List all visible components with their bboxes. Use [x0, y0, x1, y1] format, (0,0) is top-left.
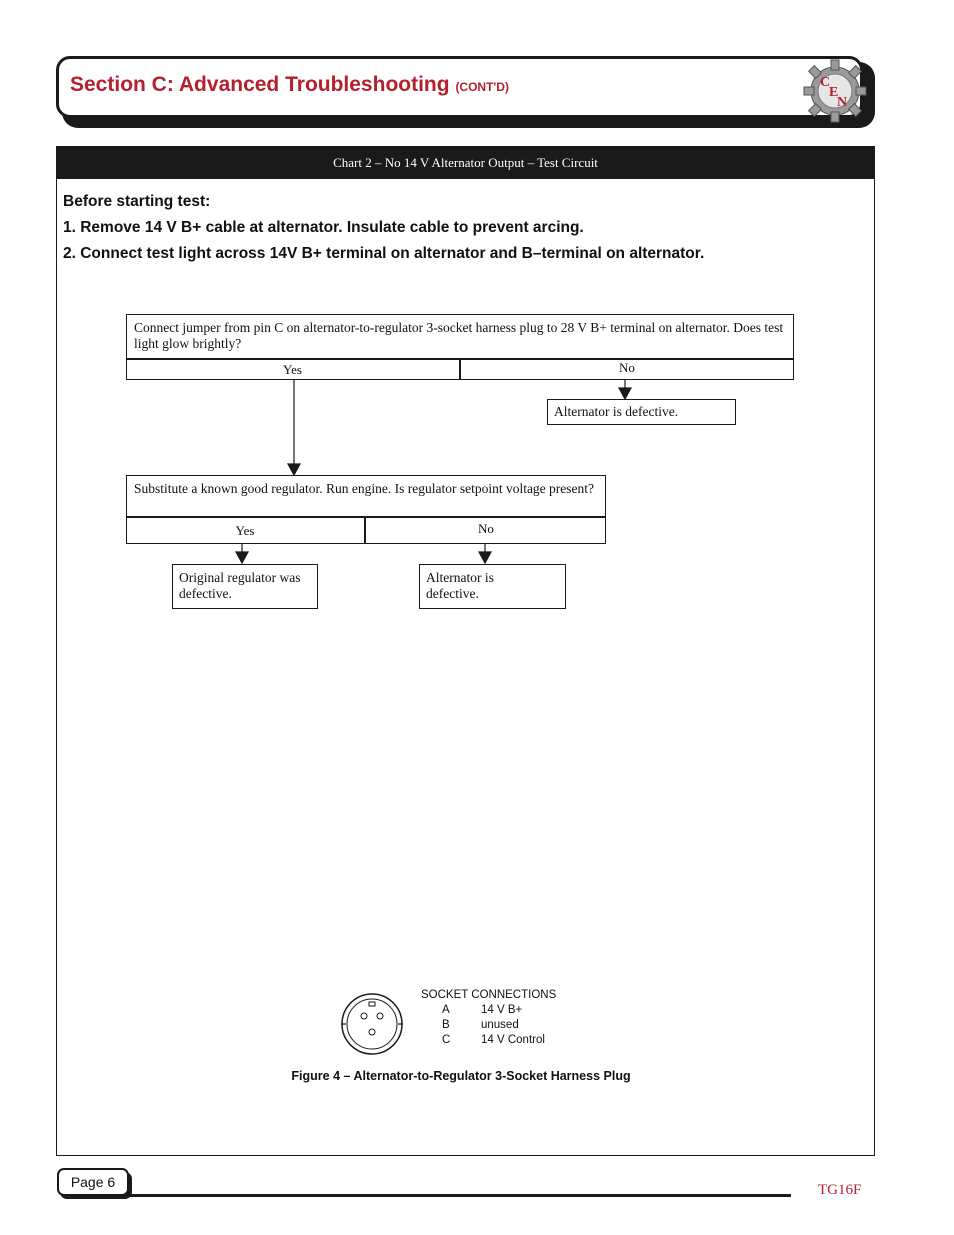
svg-text:E: E	[829, 85, 839, 100]
svg-text:N: N	[837, 95, 848, 110]
document-code: TG16F	[818, 1182, 862, 1198]
socket-pin-c: C	[442, 1034, 451, 1046]
instruction-step-1: 1. Remove 14 V B+ cable at alternator. Insulate cable to prevent arcing.	[63, 219, 584, 236]
instruction-step-2: 2. Connect test light across 14V B+ terminal on alternator and B–terminal on alternator.	[63, 245, 705, 262]
question-2-no-label: No	[478, 521, 494, 536]
socket-desc-c: 14 V Control	[481, 1034, 545, 1046]
arrowhead-q2-yes	[236, 552, 248, 563]
socket-connections-heading: SOCKET CONNECTIONS	[421, 989, 557, 1001]
question-2-text: Substitute a known good regulator. Run engine. Is regulator setpoint voltage present?	[134, 481, 595, 496]
question-2-yes-label: Yes	[235, 523, 255, 538]
socket-desc-b: unused	[481, 1019, 519, 1031]
socket-pin-b: B	[442, 1019, 450, 1031]
harness-plug-diagram	[338, 990, 406, 1058]
section-title-suffix: (CONT'D)	[455, 80, 509, 94]
socket-pin-a: A	[442, 1004, 450, 1016]
question-2-divider	[126, 516, 606, 518]
chart-title: Chart 2 – No 14 V Alternator Output – Test Circuit	[56, 146, 875, 179]
question-1-text: Connect jumper from pin C on alternator-to-regulator 3-socket harness plug to 28 V B+ terminal on alternator. Does test light glow brightly?	[134, 320, 784, 351]
page-number: Page 6	[57, 1168, 129, 1196]
result-q1-no-text: Alternator is defective.	[554, 404, 679, 419]
svg-text:C: C	[820, 75, 831, 90]
figure-caption: Figure 4 – Alternator-to-Regulator 3-Socket Harness Plug	[291, 1069, 631, 1083]
arrowhead-q1-yes	[288, 464, 300, 475]
result-q2-yes-text: Original regulator was defective.	[179, 570, 301, 601]
question-1-yes-label: Yes	[283, 362, 302, 377]
arrowhead-q2-no	[479, 552, 491, 563]
result-q2-no-text: Alternator is defective.	[426, 570, 494, 601]
footer-rule	[129, 1194, 791, 1197]
section-title-text: Section C: Advanced Troubleshooting	[70, 73, 450, 96]
arrowhead-q1-no	[619, 388, 631, 399]
socket-desc-a: 14 V B+	[481, 1004, 523, 1016]
question-1-no-label: No	[619, 360, 635, 375]
instructions-heading: Before starting test:	[63, 193, 211, 210]
